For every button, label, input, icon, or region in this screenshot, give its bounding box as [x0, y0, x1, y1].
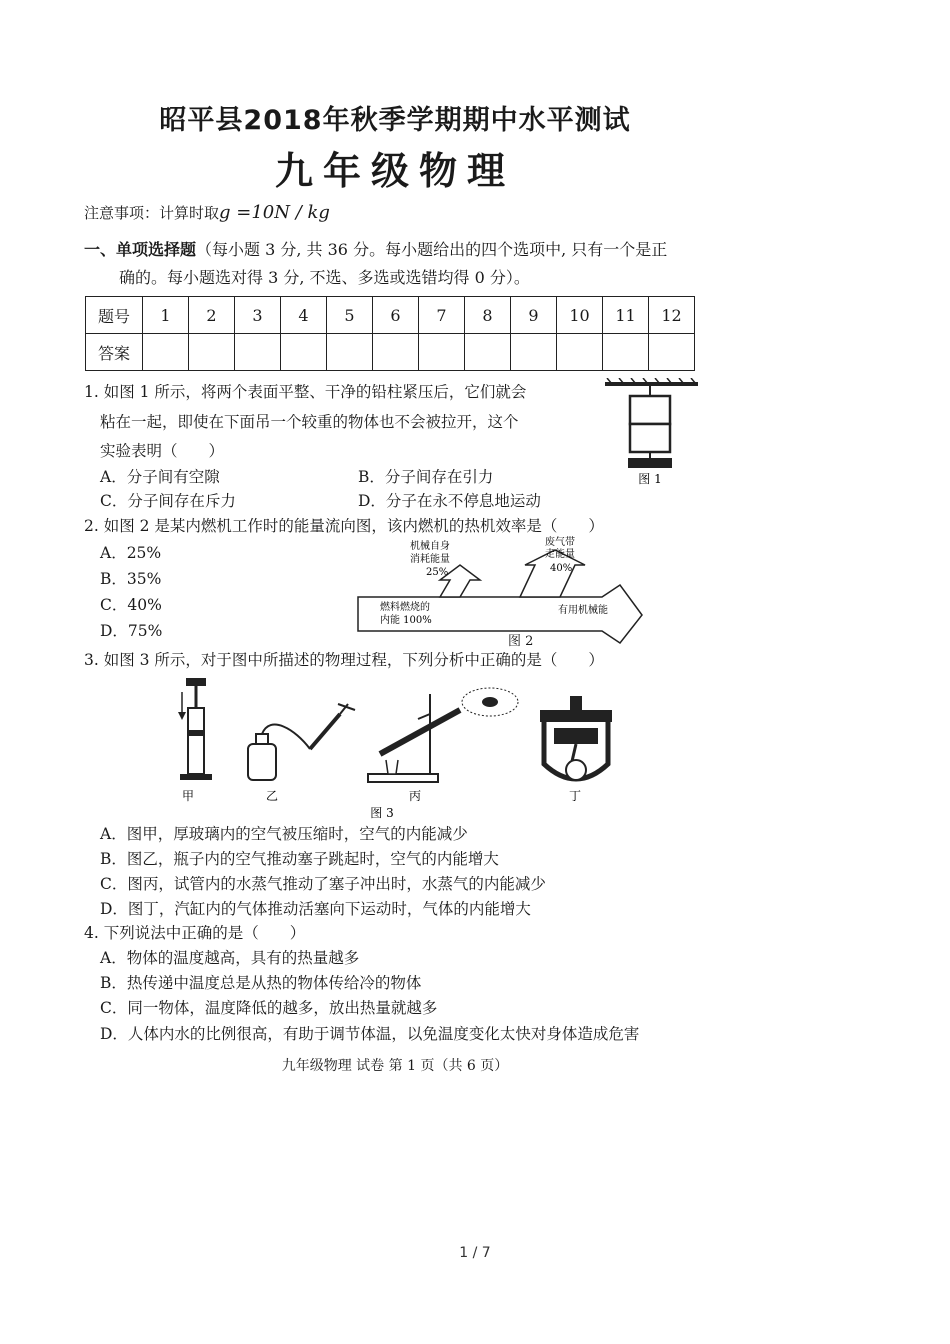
section-1-heading: 一、单项选择题 — [84, 240, 197, 259]
answer-table-number-row — [86, 297, 695, 334]
notice-prefix: 注意事项：计算时取 — [84, 204, 220, 222]
figure-3-processes — [160, 674, 640, 824]
answer-table-answer-row — [86, 334, 695, 371]
subject-title: 九年级物理 — [274, 148, 515, 193]
page-footer: 九年级物理 试卷 第 1 页（共 6 页） — [281, 1058, 509, 1074]
answer-cell[interactable] — [465, 334, 511, 371]
question-number-cell: 11 — [603, 297, 649, 334]
arrow2-label-line3: 40% — [550, 563, 573, 574]
figure-1-lead-columns — [600, 378, 705, 488]
q4-option-c: C．同一物体，温度降低的越多，放出热量就越多 — [100, 999, 438, 1017]
section-1-desc-line1: （每小题 3 分, 共 36 分。每小题给出的四个选项中, 只有一个是正 — [196, 240, 668, 259]
answer-cell[interactable] — [603, 334, 649, 371]
figure-3-yi — [248, 704, 355, 780]
section-1-intro — [84, 236, 714, 292]
q3-stem: 3. 如图 3 所示，对于图中所描述的物理过程，下列分析中正确的是（ ） — [84, 651, 604, 669]
answer-cell[interactable] — [327, 334, 373, 371]
useful-energy-label: 有用机械能 — [558, 605, 608, 616]
question-number-cell: 8 — [465, 297, 511, 334]
question-number-cell: 5 — [327, 297, 373, 334]
arrow2-label-line1: 废气带 — [545, 537, 575, 548]
figure-1-caption: 图 1 — [638, 472, 662, 486]
q1-line1: 1. 如图 1 所示，将两个表面平整、干净的铅柱紧压后，它们就会 — [84, 383, 527, 401]
question-number-cell: 2 — [189, 297, 235, 334]
arrow1-label-line1: 机械自身 — [410, 541, 450, 552]
q3-option-a: A．图甲，厚玻璃内的空气被压缩时，空气的内能减少 — [100, 825, 468, 843]
question-number-cell: 12 — [649, 297, 695, 334]
question-number-cell: 9 — [511, 297, 557, 334]
figure-3-label-jia: 甲 — [181, 789, 195, 803]
answer-cell[interactable] — [419, 334, 465, 371]
figure-3-bing — [368, 688, 518, 782]
q4-stem: 4. 下列说法中正确的是（ ） — [84, 924, 306, 942]
q3-option-c: C．图丙，试管内的水蒸气推动了塞子冲出时，水蒸气的内能减少 — [100, 875, 546, 893]
figure-2-caption: 图 2 — [508, 634, 534, 649]
q2-option-a: A．25% — [100, 544, 162, 562]
answer-cell[interactable] — [557, 334, 603, 371]
figure-3-jia — [178, 678, 212, 780]
base-label-line1: 燃料燃烧的 — [380, 602, 430, 613]
arrow2-label-line2: 走能量 — [545, 549, 575, 560]
answer-cell[interactable] — [189, 334, 235, 371]
q3-option-d: D．图丁，汽缸内的气体推动活塞向下运动时，气体的内能增大 — [100, 900, 531, 918]
q1-option-a: A．分子间有空隙 — [100, 468, 220, 486]
question-number-cell: 3 — [235, 297, 281, 334]
figure-3-label-bing: 丙 — [408, 789, 422, 803]
figure-3-caption: 图 3 — [370, 806, 394, 820]
answer-cell[interactable] — [143, 334, 189, 371]
arrow1-label-line3: 25% — [426, 567, 449, 578]
q4-option-b: B．热传递中温度总是从热的物体传给冷的物体 — [100, 974, 422, 992]
row-label-number: 题号 — [86, 297, 143, 334]
base-label-line2: 内能 100% — [380, 615, 432, 626]
q2-stem: 2. 如图 2 是某内燃机工作时的能量流向图，该内燃机的热机效率是（ ） — [84, 517, 604, 535]
question-number-cell: 4 — [281, 297, 327, 334]
question-number-cell: 7 — [419, 297, 465, 334]
notice-formula: g =10N / kg — [219, 202, 330, 223]
q1-option-d: D．分子在永不停息地运动 — [358, 492, 541, 510]
answer-cell[interactable] — [373, 334, 419, 371]
q1-line3: 实验表明（ ） — [100, 442, 225, 460]
exam-title: 昭平县2018年秋季学期期中水平测试 — [159, 105, 631, 136]
answer-cell[interactable] — [281, 334, 327, 371]
arrow1-label-line2: 消耗能量 — [410, 554, 450, 565]
q4-option-a: A．物体的温度越高，具有的热量越多 — [100, 949, 360, 967]
q3-option-b: B．图乙，瓶子内的空气推动塞子跳起时，空气的内能增大 — [100, 850, 499, 868]
page-indicator: 1 / 7 — [459, 1245, 491, 1261]
figure-3-ding — [540, 696, 612, 780]
q1-line2: 粘在一起，即使在下面吊一个较重的物体也不会被拉开，这个 — [100, 413, 519, 431]
answer-cell[interactable] — [649, 334, 695, 371]
row-label-answer: 答案 — [86, 334, 143, 371]
answer-cell[interactable] — [235, 334, 281, 371]
q1-option-b: B．分子间存在引力 — [358, 468, 494, 486]
question-number-cell: 10 — [557, 297, 603, 334]
q1-option-c: C．分子间存在斥力 — [100, 492, 236, 510]
q4-option-d: D．人体内水的比例很高，有助于调节体温，以免温度变化太快对身体造成危害 — [100, 1025, 640, 1043]
figure-3-label-yi: 乙 — [265, 789, 279, 803]
figure-3-label-ding: 丁 — [568, 789, 582, 803]
q2-option-c: C．40% — [100, 596, 162, 614]
q2-option-d: D．75% — [100, 622, 163, 640]
notice — [84, 202, 330, 223]
question-number-cell: 6 — [373, 297, 419, 334]
figure-2-energy-flow — [350, 535, 650, 650]
section-1-desc-line2: 确的。每小题选对得 3 分, 不选、多选或选错均得 0 分）。 — [119, 268, 530, 287]
q2-option-b: B．35% — [100, 570, 162, 588]
answer-cell[interactable] — [511, 334, 557, 371]
answer-table — [85, 296, 695, 371]
question-number-cell: 1 — [143, 297, 189, 334]
